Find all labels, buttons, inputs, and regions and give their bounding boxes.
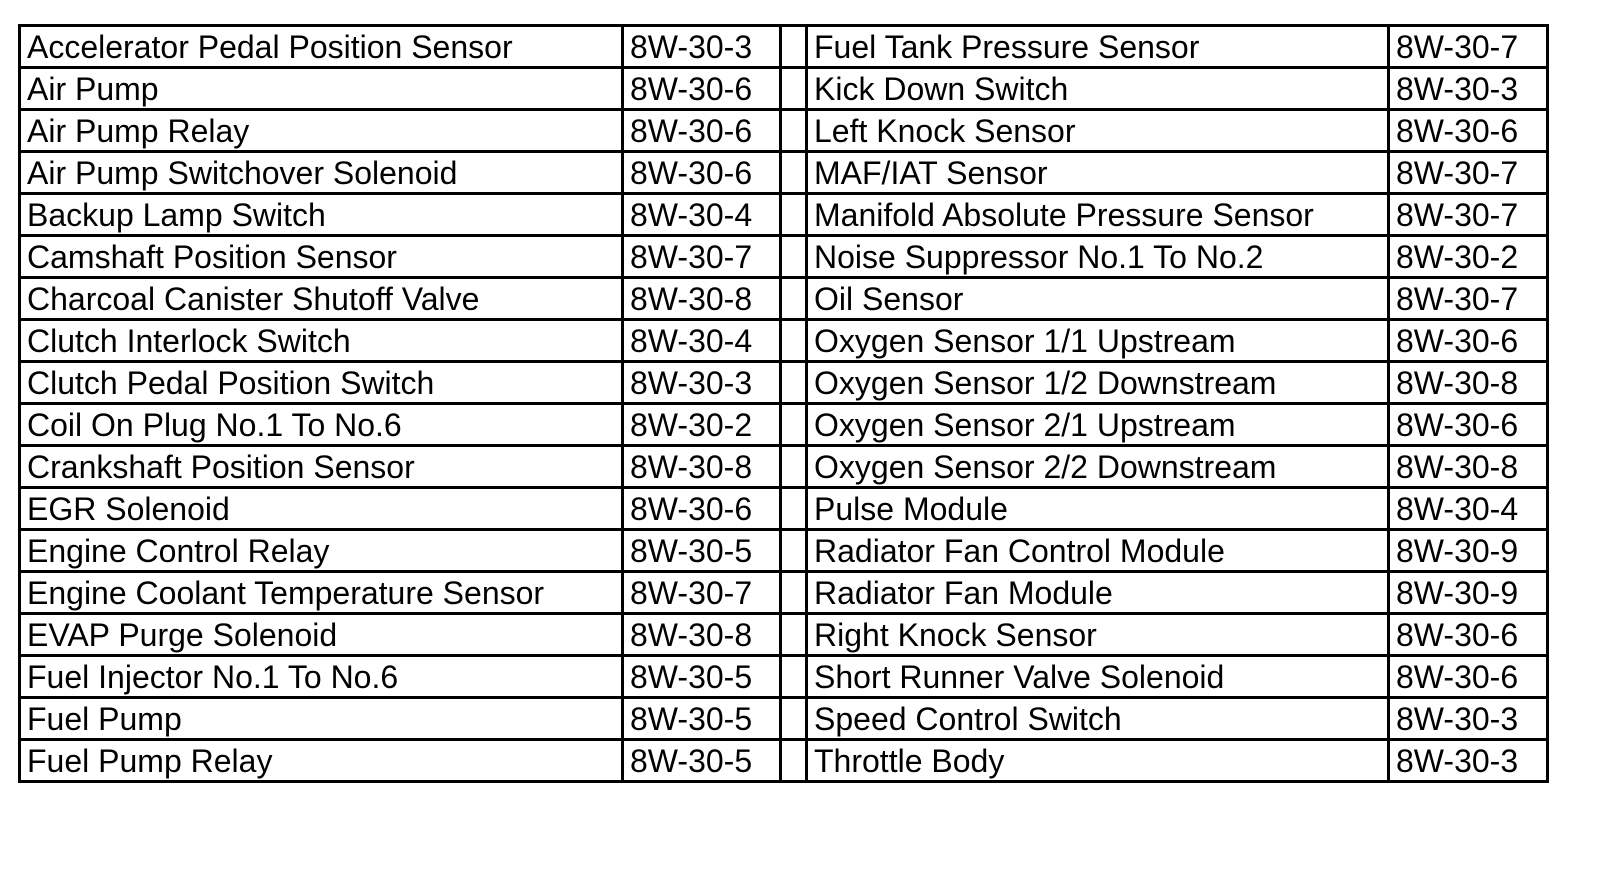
page-reference-cell: 8W-30-6 — [1389, 656, 1548, 698]
component-name-cell: Kick Down Switch — [807, 68, 1389, 110]
component-name-cell: MAF/IAT Sensor — [807, 152, 1389, 194]
page-reference-cell: 8W-30-8 — [623, 278, 781, 320]
component-name-cell: Radiator Fan Module — [807, 572, 1389, 614]
page-reference-cell: 8W-30-5 — [623, 656, 781, 698]
column-gap — [781, 320, 807, 362]
component-name-cell: Air Pump Relay — [20, 110, 623, 152]
component-name-cell: Oxygen Sensor 1/1 Upstream — [807, 320, 1389, 362]
page-reference-cell: 8W-30-4 — [1389, 488, 1548, 530]
page-reference-cell: 8W-30-7 — [623, 572, 781, 614]
page-reference-cell: 8W-30-7 — [1389, 26, 1548, 68]
table-row — [20, 740, 1548, 782]
component-name-cell: Speed Control Switch — [807, 698, 1389, 740]
component-name-cell: Backup Lamp Switch — [20, 194, 623, 236]
table-row — [20, 26, 1548, 68]
page-reference-cell: 8W-30-3 — [1389, 740, 1548, 782]
page-reference-cell: 8W-30-6 — [623, 152, 781, 194]
component-name-cell: Accelerator Pedal Position Sensor — [20, 26, 623, 68]
component-name-cell: Clutch Pedal Position Switch — [20, 362, 623, 404]
page-reference-cell: 8W-30-3 — [623, 26, 781, 68]
component-name-cell: Right Knock Sensor — [807, 614, 1389, 656]
component-name-cell: Manifold Absolute Pressure Sensor — [807, 194, 1389, 236]
component-name-cell: Fuel Tank Pressure Sensor — [807, 26, 1389, 68]
column-gap — [781, 572, 807, 614]
page-reference-cell: 8W-30-5 — [623, 530, 781, 572]
component-index-table — [18, 24, 1549, 783]
page-reference-cell: 8W-30-7 — [1389, 152, 1548, 194]
component-name-cell: Short Runner Valve Solenoid — [807, 656, 1389, 698]
table-row — [20, 320, 1548, 362]
page-reference-cell: 8W-30-6 — [1389, 110, 1548, 152]
page-reference-cell: 8W-30-3 — [1389, 68, 1548, 110]
component-name-cell: Oxygen Sensor 1/2 Downstream — [807, 362, 1389, 404]
component-name-cell: Radiator Fan Control Module — [807, 530, 1389, 572]
component-name-cell: Clutch Interlock Switch — [20, 320, 623, 362]
page-reference-cell: 8W-30-7 — [623, 236, 781, 278]
table-row — [20, 530, 1548, 572]
page-reference-cell: 8W-30-2 — [1389, 236, 1548, 278]
page-reference-cell: 8W-30-9 — [1389, 572, 1548, 614]
column-gap — [781, 68, 807, 110]
page-reference-cell: 8W-30-8 — [623, 614, 781, 656]
table-row — [20, 656, 1548, 698]
column-gap — [781, 614, 807, 656]
page-reference-cell: 8W-30-9 — [1389, 530, 1548, 572]
column-gap — [781, 152, 807, 194]
column-gap — [781, 236, 807, 278]
column-gap — [781, 110, 807, 152]
component-name-cell: Throttle Body — [807, 740, 1389, 782]
page-reference-cell: 8W-30-8 — [623, 446, 781, 488]
column-gap — [781, 362, 807, 404]
page-reference-cell: 8W-30-3 — [1389, 698, 1548, 740]
table-row — [20, 446, 1548, 488]
column-gap — [781, 698, 807, 740]
page-reference-cell: 8W-30-4 — [623, 320, 781, 362]
table-row — [20, 404, 1548, 446]
page-reference-cell: 8W-30-6 — [1389, 320, 1548, 362]
table-row — [20, 614, 1548, 656]
column-gap — [781, 488, 807, 530]
page-reference-cell: 8W-30-8 — [1389, 362, 1548, 404]
column-gap — [781, 656, 807, 698]
page-reference-cell: 8W-30-7 — [1389, 278, 1548, 320]
component-name-cell: Oxygen Sensor 2/2 Downstream — [807, 446, 1389, 488]
component-name-cell: EVAP Purge Solenoid — [20, 614, 623, 656]
page-reference-cell: 8W-30-6 — [623, 110, 781, 152]
column-gap — [781, 404, 807, 446]
table-row — [20, 572, 1548, 614]
component-name-cell: Crankshaft Position Sensor — [20, 446, 623, 488]
page-reference-cell: 8W-30-7 — [1389, 194, 1548, 236]
component-name-cell: Charcoal Canister Shutoff Valve — [20, 278, 623, 320]
page-reference-cell: 8W-30-5 — [623, 698, 781, 740]
component-name-cell: Fuel Pump — [20, 698, 623, 740]
column-gap — [781, 278, 807, 320]
table-row — [20, 236, 1548, 278]
table-row — [20, 110, 1548, 152]
component-name-cell: Oil Sensor — [807, 278, 1389, 320]
column-gap — [781, 446, 807, 488]
table-row — [20, 152, 1548, 194]
column-gap — [781, 26, 807, 68]
column-gap — [781, 194, 807, 236]
component-name-cell: Air Pump Switchover Solenoid — [20, 152, 623, 194]
component-name-cell: Camshaft Position Sensor — [20, 236, 623, 278]
page-reference-cell: 8W-30-4 — [623, 194, 781, 236]
page-reference-cell: 8W-30-5 — [623, 740, 781, 782]
component-name-cell: Air Pump — [20, 68, 623, 110]
table-row — [20, 488, 1548, 530]
component-name-cell: Fuel Injector No.1 To No.6 — [20, 656, 623, 698]
table-row — [20, 278, 1548, 320]
page-reference-cell: 8W-30-8 — [1389, 446, 1548, 488]
page-reference-cell: 8W-30-6 — [1389, 614, 1548, 656]
component-name-cell: Left Knock Sensor — [807, 110, 1389, 152]
page-reference-cell: 8W-30-6 — [623, 488, 781, 530]
table-row — [20, 68, 1548, 110]
page-reference-cell: 8W-30-6 — [1389, 404, 1548, 446]
component-name-cell: Engine Coolant Temperature Sensor — [20, 572, 623, 614]
component-name-cell: Coil On Plug No.1 To No.6 — [20, 404, 623, 446]
component-name-cell: Fuel Pump Relay — [20, 740, 623, 782]
component-index-body — [20, 26, 1548, 782]
page-reference-cell: 8W-30-6 — [623, 68, 781, 110]
column-gap — [781, 530, 807, 572]
column-gap — [781, 740, 807, 782]
component-name-cell: Engine Control Relay — [20, 530, 623, 572]
component-name-cell: Oxygen Sensor 2/1 Upstream — [807, 404, 1389, 446]
page-reference-cell: 8W-30-2 — [623, 404, 781, 446]
table-row — [20, 698, 1548, 740]
page-reference-cell: 8W-30-3 — [623, 362, 781, 404]
table-row — [20, 194, 1548, 236]
component-name-cell: EGR Solenoid — [20, 488, 623, 530]
component-name-cell: Pulse Module — [807, 488, 1389, 530]
component-name-cell: Noise Suppressor No.1 To No.2 — [807, 236, 1389, 278]
table-row — [20, 362, 1548, 404]
